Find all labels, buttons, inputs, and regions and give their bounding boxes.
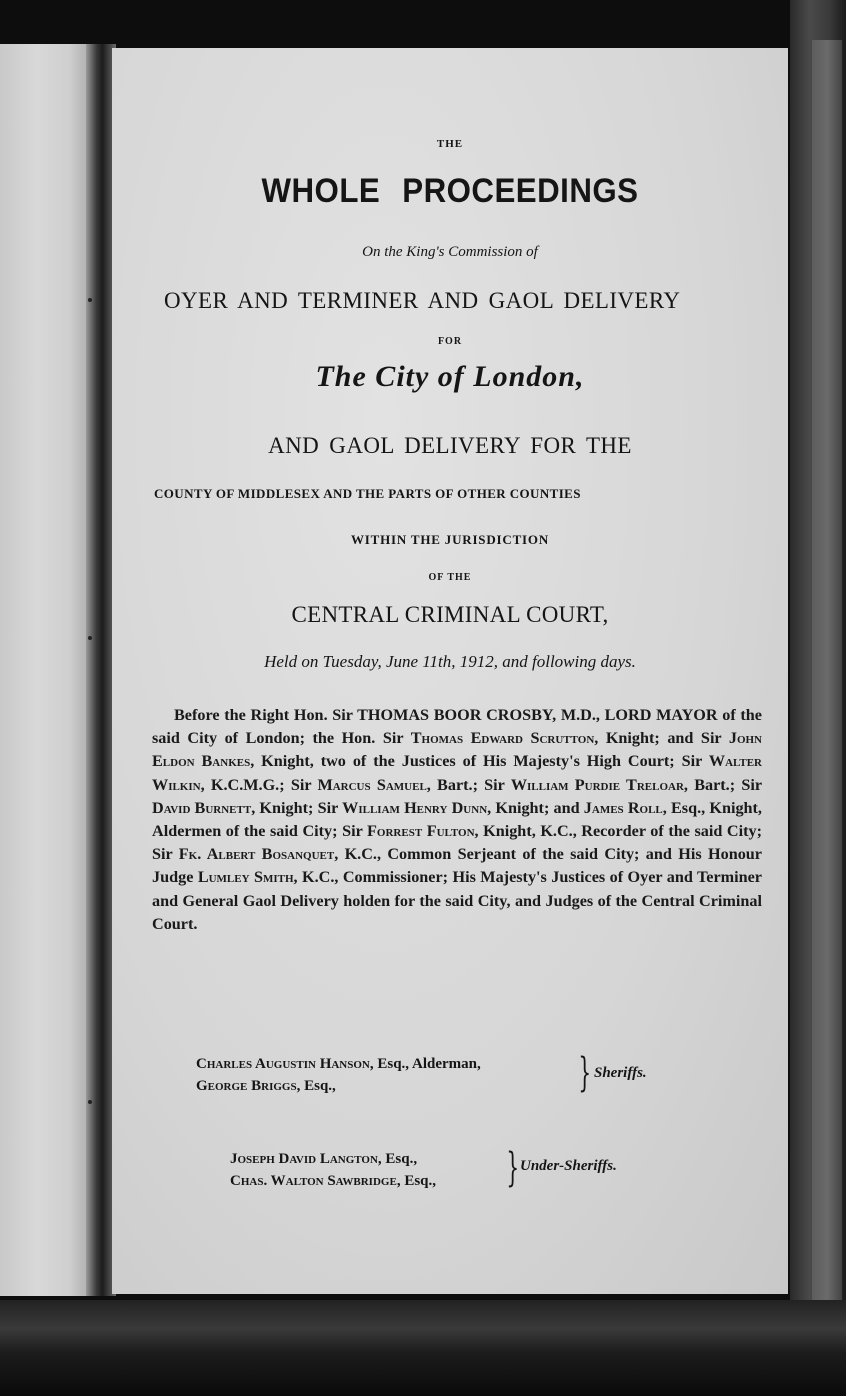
scan-frame-right [790,0,846,1396]
margin-mark [88,636,92,640]
sheriffs-role: Sheriffs. [594,1065,647,1081]
city-of-london: The City of London, [315,360,585,393]
sheriffs-list [196,1053,481,1097]
of-the-line: OF THE [428,572,472,583]
margin-mark [88,1100,92,1104]
sheriffs-brace: } [578,1050,592,1096]
under-sheriffs-list [230,1148,436,1192]
sheriff-1: Charles Augustin Hanson, Esq., Alderman, [196,1056,481,1072]
under-sheriffs-role: Under-Sheriffs. [520,1158,617,1174]
margin-mark [88,298,92,302]
court-name: CENTRAL CRIMINAL COURT, [291,602,609,627]
judges-paragraph: Before the Right Hon. Sir THOMAS BOOR CROSBY, M.D., LORD MAYOR of the said City of London; the Hon. Sir Thomas Edward Scrutton, Knight; and Sir John Eldon Bankes, Knight, two of the Justices of His Majesty's High Court; Sir Walter Wilkin, K.C.M.G.; Sir Marcus Samuel, Bart.; Sir William Purdie Treloar, Bart.; Sir David Burnett, Knight; Sir William Henry Dunn, Knight; and James Roll, Esq., Knight, Aldermen of the said City; Sir Forrest Fulton, Knight, K.C., Recorder of the said City; Sir Fk. Albert Bosanquet, K.C., Common Serjeant of the said City; and His Honour Judge Lumley Smith, K.C., Commissioner; His Majesty's Justices of Oyer and Terminer and General Gaol Delivery holden for the said City, and Judges of the Central Criminal Court. [152,706,763,933]
jurisdiction-line: WITHIN THE JURISDICTION [350,532,550,547]
header-the: THE [436,138,464,150]
facing-page [0,44,92,1296]
gaol-delivery-line: AND GAOL DELIVERY FOR THE [268,433,632,458]
for-line: FOR [437,336,463,347]
under-sheriffs-brace: } [506,1145,520,1191]
oyer-terminer-line: OYER AND TERMINER AND GAOL DELIVERY [164,288,681,313]
title-page [112,48,788,1294]
commission-line: On the King's Commission of [362,244,538,260]
scan-frame-bottom [0,1300,846,1396]
under-sheriff-2: Chas. Walton Sawbridge, Esq., [230,1173,436,1189]
session-date: Held on Tuesday, June 11th, 1912, and following days. [264,652,636,671]
sheriff-2: George Briggs, Esq., [196,1078,336,1094]
main-title: WHOLE PROCEEDINGS [261,172,639,210]
county-line: COUNTY OF MIDDLESEX AND THE PARTS OF OTHER COUNTIES [154,486,581,501]
under-sheriff-1: Joseph David Langton, Esq., [230,1151,418,1167]
